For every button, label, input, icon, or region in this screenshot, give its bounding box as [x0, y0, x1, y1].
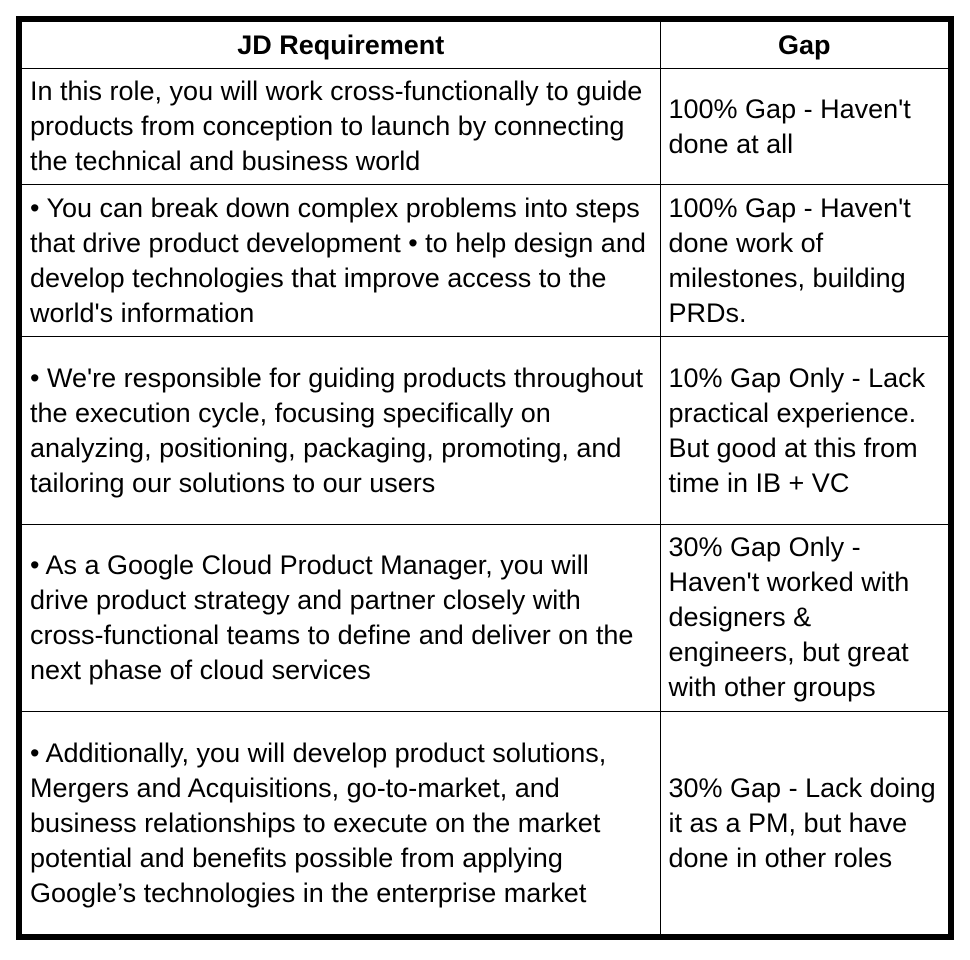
- gap-cell: [660, 524, 948, 711]
- gap-cell: [660, 337, 948, 524]
- requirement-text: • As a Google Cloud Product Manager, you will drive product strategy and partner closely with cross-functional teams to define and deliver on the next phase of cloud services: [30, 549, 634, 685]
- jd-gap-table: [22, 22, 948, 934]
- requirement-cell: [22, 524, 660, 711]
- requirement-text: • We're responsible for guiding products throughout the execution cycle, focusing specifically on analyzing, positioning, packaging, promoting, and tailoring our solutions to our users: [30, 362, 643, 498]
- gap-cell: [660, 185, 948, 337]
- table-row: [22, 712, 948, 934]
- table-header-row: [22, 22, 948, 69]
- jd-gap-table-frame: [16, 16, 954, 940]
- requirement-text: • You can break down complex problems into steps that drive product development • to help design and develop technologies that improve access to the world's information: [30, 192, 646, 328]
- requirement-cell: [22, 337, 660, 524]
- table-row: [22, 337, 948, 524]
- gap-cell: [660, 69, 948, 185]
- gap-text: 100% Gap - Haven't done at all: [668, 93, 911, 159]
- gap-text: 30% Gap - Lack doing it as a PM, but have done in other roles: [668, 772, 936, 873]
- gap-text: 100% Gap - Haven't done work of milestones, building PRDs.: [668, 192, 911, 328]
- requirement-cell: [22, 69, 660, 185]
- table-row: [22, 69, 948, 185]
- gap-cell: [660, 712, 948, 934]
- header-jd-requirement: JD Requirement: [22, 22, 660, 69]
- requirement-cell: [22, 185, 660, 337]
- table-row: [22, 185, 948, 337]
- requirement-text: • Additionally, you will develop product solutions, Mergers and Acquisitions, go-to-market, and business relationships to execute on the market potential and benefits possible from applying Google’s technologies in the enterprise market: [30, 737, 607, 908]
- table-row: [22, 524, 948, 711]
- requirement-text: In this role, you will work cross-functionally to guide products from conception to launch by connecting the technical and business world: [30, 76, 643, 177]
- requirement-cell: [22, 712, 660, 934]
- gap-text: 10% Gap Only - Lack practical experience. But good at this from time in IB + VC: [668, 362, 926, 498]
- header-gap: Gap: [660, 22, 948, 69]
- gap-text: 30% Gap Only - Haven't worked with designers & engineers, but great with other groups: [668, 532, 910, 703]
